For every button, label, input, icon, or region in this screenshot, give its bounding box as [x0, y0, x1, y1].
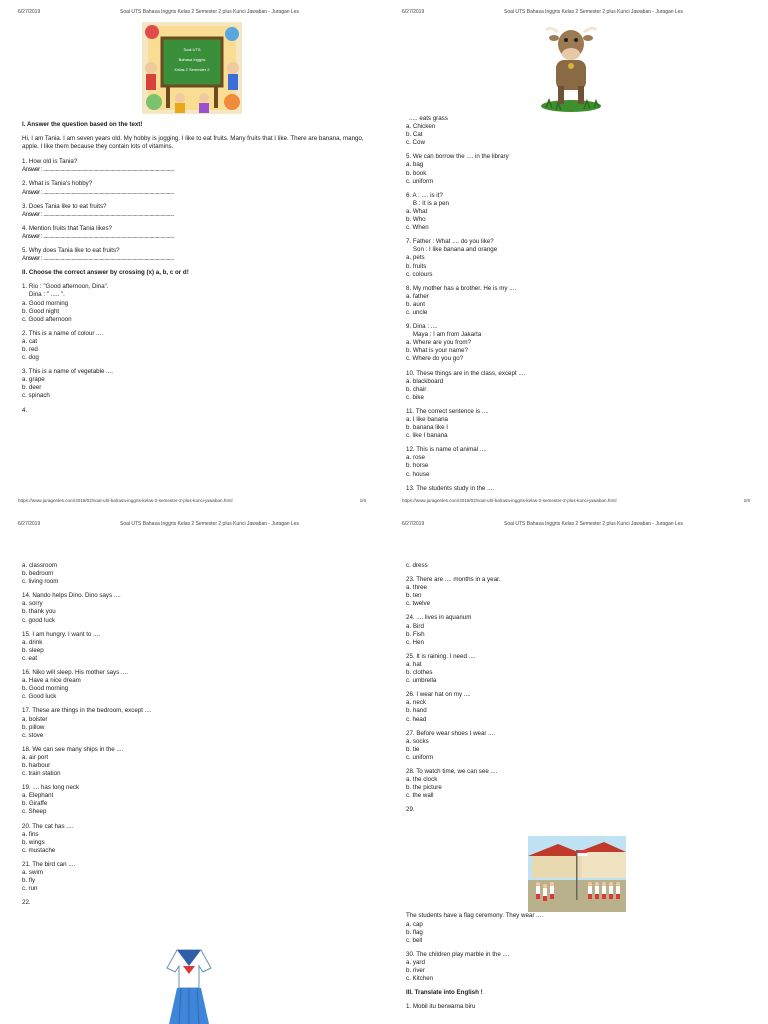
option-c: c. run — [22, 885, 38, 893]
option-c: c. Good luck — [22, 693, 57, 701]
question-text: 25. It is raining. I need .... — [406, 652, 476, 660]
mc-question-4-number: 4. — [22, 406, 28, 414]
option-a: a. swim — [22, 869, 43, 876]
option-a: a. Elephant — [22, 792, 54, 800]
question-text: 8. My mother has a brother. He is my .... — [406, 284, 517, 292]
footer-url[interactable]: https://www.juragenles.com/2018/02/soal-uts-bahasa-inggris-kelas-2-semester-2-plus-kunci-jawaban.html — [402, 498, 617, 503]
mc-question-16 — [22, 669, 366, 701]
section-3-heading: III. Translate into English ! — [406, 989, 483, 997]
mc-question-15 — [22, 631, 366, 663]
mc-question-22-options — [406, 562, 750, 570]
question-text: B : It is a pen — [406, 199, 449, 207]
option-c: c. head — [406, 715, 427, 723]
cover-line-1: Soal UTS — [183, 47, 201, 52]
question-text: 2. What is Tania's hobby? — [22, 180, 93, 188]
essay-question-3 — [22, 203, 366, 219]
question-text: 1. How old is Tania? — [22, 158, 78, 166]
question-text: 5. We can borrow the .... in the library — [406, 153, 509, 161]
option-b: b. river — [406, 967, 425, 974]
option-b: b. harbour — [22, 761, 51, 769]
question-text: Maya : I am from Jakarta — [406, 331, 482, 339]
answer-line: Answer : ........................................................................................................... — [22, 210, 174, 218]
mc-question-20 — [22, 823, 366, 855]
option-a: a. Chicken — [406, 123, 436, 131]
option-c: c. uniform — [406, 177, 434, 185]
page-title: Soal UTS Bahasa Inggris Kelas 2 Semester 2 plus Kunci Jawaban - Juragan Les — [504, 521, 683, 527]
option-b: b. aunt — [406, 300, 425, 308]
option-b: b. tie — [406, 745, 420, 753]
option-a: a. Good morning — [22, 299, 69, 307]
option-a: a. bolster — [22, 715, 48, 723]
mc-question-17 — [22, 707, 366, 739]
footer-url[interactable]: https://www.juragenles.com/2018/02/soal-uts-bahasa-inggris-kelas-2-semester-2-plus-kunci-jawaban.html — [18, 498, 233, 503]
option-b: b. flag — [406, 928, 423, 936]
option-b: b. chair — [406, 385, 427, 393]
question-text: 20. The cat has .... — [22, 822, 74, 830]
option-c: c. twelve — [406, 600, 431, 608]
question-text: 16. Niko will sleep. His mother says .... — [22, 669, 128, 677]
option-b: b. fly — [22, 877, 36, 885]
mc-question-28 — [406, 768, 750, 800]
reading-passage: Hi, I am Tania. I am seven years old. My hobby is jogging. I like to eat fruits. Many fruits that I like. There are banana, mango, apple. I like them because they contain lots of vitamins. — [22, 135, 364, 151]
mc-question-2 — [22, 330, 366, 362]
option-c: c. house — [406, 470, 430, 478]
option-b: b. Who — [406, 216, 426, 224]
option-a: a. sorry — [22, 600, 43, 608]
mc-question-19 — [22, 784, 366, 816]
answer-line: Answer : ........................................................................................................... — [22, 166, 174, 174]
option-c: c. Hen — [406, 638, 424, 646]
mc-question-26 — [406, 691, 750, 723]
option-a: a. Have a nice dream — [22, 677, 81, 685]
page-header — [384, 521, 768, 529]
option-b: b. wings — [22, 838, 45, 846]
question-text: Son : I like banana and orange — [406, 246, 498, 254]
question-text: 11. The correct sentence is .... — [406, 407, 489, 415]
mc-question-21 — [22, 861, 366, 893]
essay-question-5 — [22, 247, 366, 263]
cover-line-3: Kelas 2 Semester 2 — [174, 67, 210, 72]
print-date: 6/27/2019 — [18, 521, 41, 527]
option-c: c. uncle — [406, 308, 428, 316]
option-b: b. What is your name? — [406, 347, 468, 355]
mc-question-11 — [406, 408, 750, 440]
flag-ceremony-illustration — [528, 836, 626, 912]
option-b: b. bedroom — [22, 570, 54, 578]
question-text: 30. The children play marble in the .... — [406, 950, 510, 958]
option-a: a. cat — [22, 337, 38, 345]
option-a: a. classroom — [22, 562, 58, 569]
question-text: 24. .... lives in aquarium — [406, 614, 472, 622]
mc-question-18 — [22, 746, 366, 778]
school-uniform-illustration — [163, 944, 215, 1024]
option-c: c. dog — [22, 354, 39, 362]
cover-illustration — [142, 22, 242, 114]
mc-question-27 — [406, 730, 750, 762]
page-number: 2/6 — [743, 498, 750, 503]
option-a: a. the clock — [406, 776, 438, 784]
mc-question-13: 13. The students study in the .... — [406, 484, 494, 492]
option-c: c. When — [406, 224, 429, 232]
option-b: b. red — [22, 345, 38, 353]
cow-illustration — [536, 22, 606, 114]
option-c: c. living room — [22, 578, 59, 586]
question-text: 4. Mention fruits that Tania likes? — [22, 224, 112, 232]
option-a: a. drink — [22, 638, 43, 646]
mc-question-3 — [22, 368, 366, 400]
question-text: 12. This is name of animal .... — [406, 446, 487, 454]
option-b: b. Cat — [406, 131, 423, 139]
option-a: a. bag — [406, 161, 424, 169]
option-c: c. train station — [22, 770, 61, 778]
print-date: 6/27/2019 — [18, 9, 41, 15]
mc-question-4 — [406, 115, 750, 147]
option-b: b. Fish — [406, 630, 425, 638]
option-c: c. umbrella — [406, 677, 437, 685]
print-date: 6/27/2019 — [402, 9, 425, 15]
option-b: b. book — [406, 169, 427, 177]
mc-question-29-number: 29. — [406, 806, 415, 814]
option-a: a. Where are you from? — [406, 339, 471, 347]
option-c: c. Kitchen — [406, 975, 434, 983]
page-header — [384, 9, 768, 17]
question-text: 19. .... has long neck — [22, 784, 80, 792]
question-text: 26. I wear hat on my .... — [406, 691, 471, 699]
mc-question-14 — [22, 592, 366, 624]
page-2-content — [406, 115, 750, 499]
option-b: b. hand — [406, 707, 427, 715]
option-c: c. stove — [22, 731, 44, 739]
document-page-4 — [384, 512, 768, 1024]
document-page-3 — [0, 512, 384, 1024]
essay-question-2 — [22, 180, 366, 196]
answer-line: Answer : ........................................................................................................... — [22, 255, 174, 263]
option-a: a. pets — [406, 254, 425, 262]
option-c: c. colours — [406, 270, 433, 278]
question-text: 18. We can see many ships in the .... — [22, 745, 124, 753]
question-text: 9. Dina : .... — [406, 323, 438, 331]
page-footer — [0, 498, 384, 506]
option-a: a. fins — [22, 830, 39, 838]
option-a: a. yard — [406, 958, 425, 966]
option-b: b. banana like I — [406, 424, 448, 432]
mc-question-22-number: 22. — [22, 899, 31, 907]
question-text: 23. There are .... months in a year. — [406, 576, 501, 584]
question-text: 6. A : .... is it? — [406, 191, 443, 199]
option-c: c. Sheep — [22, 808, 47, 816]
option-a: a. socks — [406, 737, 429, 745]
option-a: a. blackboard — [406, 377, 444, 385]
option-b: b. deer — [22, 384, 42, 392]
option-b: b. thank you — [22, 608, 56, 616]
essay-question-4 — [22, 225, 366, 241]
option-a: a. What — [406, 207, 428, 215]
option-a: a. hat — [406, 660, 422, 668]
mc-question-12 — [406, 446, 750, 478]
option-a: a. three — [406, 584, 427, 592]
option-b: b. sleep — [22, 646, 44, 654]
answer-line: Answer : ........................................................................................................... — [22, 188, 174, 196]
option-c: c. mustache — [22, 846, 56, 854]
question-text: Dina : " ..... ". — [22, 291, 65, 299]
mc-question-24 — [406, 614, 750, 646]
page-3-content — [22, 562, 366, 913]
section-2-heading: II. Choose the correct answer by crossing (x) a, b, c or d! — [22, 269, 189, 277]
mc-question-25 — [406, 653, 750, 685]
mc-question-23 — [406, 576, 750, 608]
option-a: a. cap — [406, 920, 423, 928]
question-text: 2. This is a name of colour .... — [22, 329, 104, 337]
mc-question-6 — [406, 192, 750, 232]
option-b: b. clothes — [406, 669, 433, 677]
page-number: 1/6 — [359, 498, 366, 503]
option-a: a. neck — [406, 699, 426, 707]
option-c: c. bell — [406, 936, 423, 944]
option-a: a. I like banana — [406, 416, 448, 423]
answer-line: Answer : ........................................................................................................... — [22, 232, 174, 240]
mc-question-5 — [406, 153, 750, 185]
mc-question-13-options — [22, 562, 366, 586]
option-c: c. eat — [22, 654, 38, 662]
option-b: b. Good night — [22, 307, 60, 315]
essay-question-1 — [22, 158, 366, 174]
question-text: 27. Before wear shoes I wear .... — [406, 729, 496, 737]
option-c: c. bike — [406, 393, 424, 401]
document-page-2 — [384, 0, 768, 512]
question-text: 3. This is a name of vegetable .... — [22, 368, 114, 376]
question-text: The students have a flag ceremony. They wear .... — [406, 912, 543, 920]
option-a: a. Bird — [406, 622, 424, 630]
question-text: 17. These are things in the bedroom, except .... — [22, 707, 152, 715]
page-header — [0, 521, 384, 529]
question-text: 5. Why does Tania like to eat fruits? — [22, 247, 120, 255]
page-footer — [384, 498, 768, 506]
question-text: 3. Does Tania like to eat fruits? — [22, 202, 107, 210]
mc-question-7 — [406, 238, 750, 278]
question-text: 10. These things are in the class, except .... — [406, 369, 526, 377]
translate-item-1: 1. Mobil itu berwarna biru — [406, 1003, 476, 1011]
page-title: Soal UTS Bahasa Inggris Kelas 2 Semester 2 plus Kunci Jawaban - Juragan Les — [504, 9, 683, 15]
question-text: 21. The bird can .... — [22, 860, 76, 868]
cover-line-2: Bahasa Inggris — [178, 57, 206, 62]
option-c: c. spinach — [22, 392, 50, 400]
mc-question-10 — [406, 370, 750, 402]
mc-question-9 — [406, 323, 750, 363]
option-b: b. Good morning — [22, 685, 69, 693]
option-a: a. grape — [22, 376, 45, 384]
print-date: 6/27/2019 — [402, 521, 425, 527]
question-text: ..... eats grass — [409, 115, 448, 122]
page-header — [0, 9, 384, 17]
page-1-content — [22, 121, 366, 421]
question-text: 1. Rio : "Good afternoon, Dina". — [22, 283, 109, 291]
option-c: c. uniform — [406, 753, 434, 761]
option-b: b. Giraffe — [22, 800, 48, 808]
section-1-heading: I. Answer the question based on the text! — [22, 121, 143, 128]
option-c: c. Cow — [406, 139, 425, 147]
mc-question-8 — [406, 285, 750, 317]
option-b: b. horse — [406, 462, 429, 470]
option-b: b. ten — [406, 592, 422, 600]
option-c: c. dress — [406, 562, 428, 569]
question-text: 15. I am hungry. I want to .... — [22, 630, 100, 638]
page-4-content — [406, 562, 750, 1017]
mc-question-29 — [406, 912, 750, 944]
option-c: c. like I banana — [406, 432, 448, 440]
page-title: Soal UTS Bahasa Inggris Kelas 2 Semester 2 plus Kunci Jawaban - Juragan Les — [120, 521, 299, 527]
document-page-1 — [0, 0, 384, 512]
option-c: c. Where do you go? — [406, 355, 464, 363]
question-text: 7. Father : What .... do you like? — [406, 238, 494, 246]
option-c: c. Good afternoon — [22, 315, 72, 323]
option-a: a. air port — [22, 753, 49, 761]
mc-question-30 — [406, 951, 750, 983]
question-text: 14. Nando helps Dino. Dino says .... — [22, 592, 121, 600]
option-c: c. the wall — [406, 792, 434, 800]
option-c: c. good luck — [22, 616, 56, 624]
question-text: 28. To watch time, we can see .... — [406, 767, 498, 775]
mc-question-1 — [22, 283, 366, 323]
option-b: b. pillow — [22, 723, 45, 731]
option-b: b. the picture — [406, 784, 442, 792]
option-a: a. father — [406, 292, 429, 300]
page-title: Soal UTS Bahasa Inggris Kelas 2 Semester 2 plus Kunci Jawaban - Juragan Les — [120, 9, 299, 15]
option-b: b. fruits — [406, 262, 427, 270]
option-a: a. rose — [406, 454, 425, 462]
